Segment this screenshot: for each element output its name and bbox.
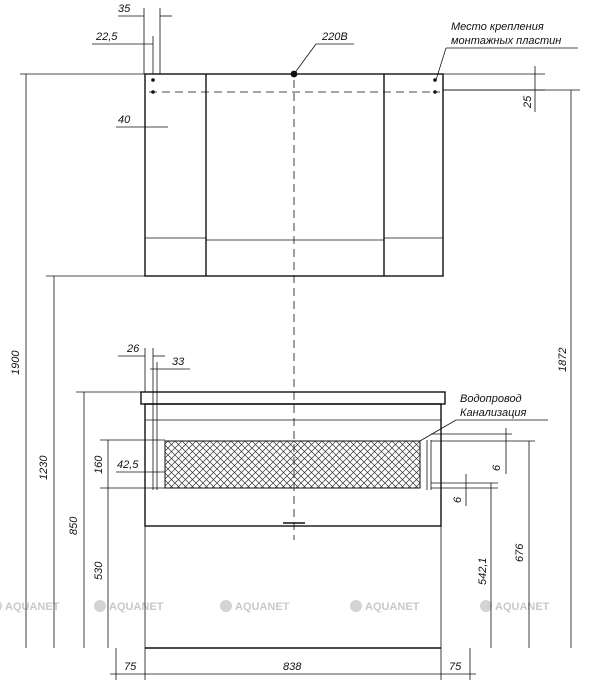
dim-40 [116, 114, 168, 127]
mount-plate-marks [149, 78, 440, 94]
dim-42-5 [116, 459, 165, 472]
svg-text:6: 6 [491, 464, 503, 471]
watermark-logo [94, 600, 164, 613]
svg-text:220В: 220В [322, 31, 348, 43]
dim-676 [431, 441, 535, 648]
dim-35 [118, 3, 172, 74]
svg-text:160: 160 [93, 455, 105, 474]
socket-callout [294, 31, 354, 74]
svg-text:AQUANET: AQUANET [109, 601, 164, 613]
dim-1900 [10, 74, 145, 648]
dim-838: 838 [283, 661, 302, 673]
watermark-row [0, 600, 550, 613]
svg-text:монтажных пластин: монтажных пластин [451, 35, 562, 47]
svg-text:40: 40 [118, 114, 131, 126]
svg-text:AQUANET: AQUANET [5, 601, 60, 613]
svg-text:1230: 1230 [38, 455, 50, 480]
dim-1872 [443, 90, 580, 648]
svg-text:AQUANET: AQUANET [495, 601, 550, 613]
svg-text:676: 676 [514, 543, 526, 562]
svg-text:Канализация: Канализация [460, 407, 527, 419]
svg-text:850: 850 [68, 516, 80, 535]
dim-75-left: 75 [124, 661, 137, 673]
dim-75-right: 75 [449, 661, 462, 673]
dim-6-lower [452, 474, 466, 506]
watermark-logo [350, 600, 420, 613]
mount-plates-callout [436, 21, 578, 80]
svg-text:530: 530 [93, 561, 105, 580]
watermark-logo [480, 600, 550, 613]
svg-text:42,5: 42,5 [117, 459, 139, 471]
svg-text:Водопровод: Водопровод [460, 393, 522, 405]
plumbing-zone [165, 441, 420, 488]
svg-text:AQUANET: AQUANET [235, 601, 290, 613]
svg-text:26: 26 [127, 343, 140, 355]
svg-text:35: 35 [118, 3, 131, 15]
svg-text:AQUANET: AQUANET [365, 601, 420, 613]
svg-text:25: 25 [522, 95, 534, 108]
svg-text:542,1: 542,1 [477, 557, 489, 585]
svg-text:1900: 1900 [10, 350, 22, 375]
dim-6-upper [431, 428, 512, 474]
watermark-logo [0, 600, 60, 613]
dim-25 [443, 66, 545, 112]
dim-33 [150, 356, 190, 440]
svg-text:1872: 1872 [557, 347, 569, 372]
svg-text:33: 33 [172, 356, 185, 368]
svg-text:22,5: 22,5 [96, 31, 118, 43]
svg-text:Место крепления: Место крепления [451, 21, 544, 33]
watermark-logo [220, 600, 290, 613]
svg-text:6: 6 [452, 496, 464, 503]
